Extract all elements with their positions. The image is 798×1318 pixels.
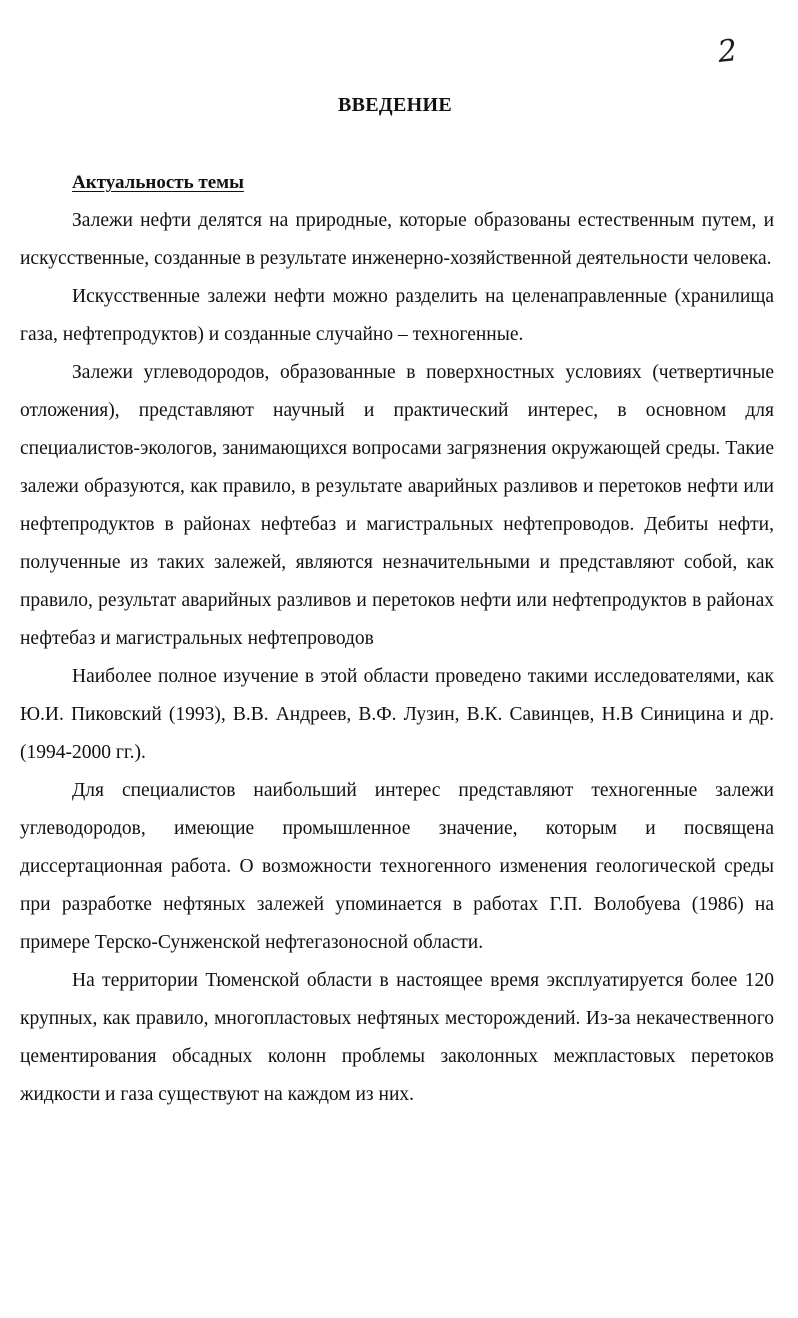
paragraph: Искусственные залежи нефти можно разделить на целенаправленные (хранилища газа, нефтепродуктов) и созданные случайно – техногенные. bbox=[20, 286, 774, 345]
paragraph: Залежи нефти делятся на природные, которые образованы естественным путем, и искусственные, созданные в результате инженерно-хозяйственной деятельности человека. bbox=[20, 210, 774, 269]
paragraph: Для специалистов наибольший интерес представляют техногенные залежи углеводородов, имеющие промышленное значение, которым и посвящена диссертационная работа. О возможности техногенного изменения геологической среды при разработке нефтяных залежей упоминается в работах Г.П. Волобуева (1986) на примере Терско-Сунженской нефтегазоносной области. bbox=[20, 780, 774, 953]
section-heading: Актуальность темы bbox=[72, 172, 244, 193]
paragraph: На территории Тюменской области в настоящее время эксплуатируется более 120 крупных, как правило, многопластовых нефтяных месторождений. Из-за некачественного цементирования обсадных колонн проблемы заколонных межпластовых перетоков жидкости и газа существуют на каждом из них. bbox=[20, 970, 774, 1105]
body-text bbox=[20, 202, 774, 1114]
paragraph: Залежи углеводородов, образованные в поверхностных условиях (четвертичные отложения), представляют научный и практический интерес, в основном для специалистов-экологов, занимающихся вопросами загрязнения окружающей среды. Такие залежи образуются, как правило, в результате аварийных разливов и перетоков нефти или нефтепродуктов в районах нефтебаз и магистральных нефтепроводов. Дебиты нефти, полученные из таких залежей, являются незначительными и представляют собой, как правило, результат аварийных разливов и перетоков нефти или нефтепродуктов в районах нефтебаз и магистральных нефтепроводов bbox=[20, 362, 774, 649]
handwritten-page-number: 2 bbox=[716, 33, 739, 70]
page-title: ВВЕДЕНИЕ bbox=[338, 94, 452, 116]
paragraph: Наиболее полное изучение в этой области проведено такими исследователями, как Ю.И. Пиковский (1993), В.В. Андреев, В.Ф. Лузин, В.К. Савинцев, Н.В Синицина и др. (1994-2000 гг.). bbox=[20, 666, 774, 763]
